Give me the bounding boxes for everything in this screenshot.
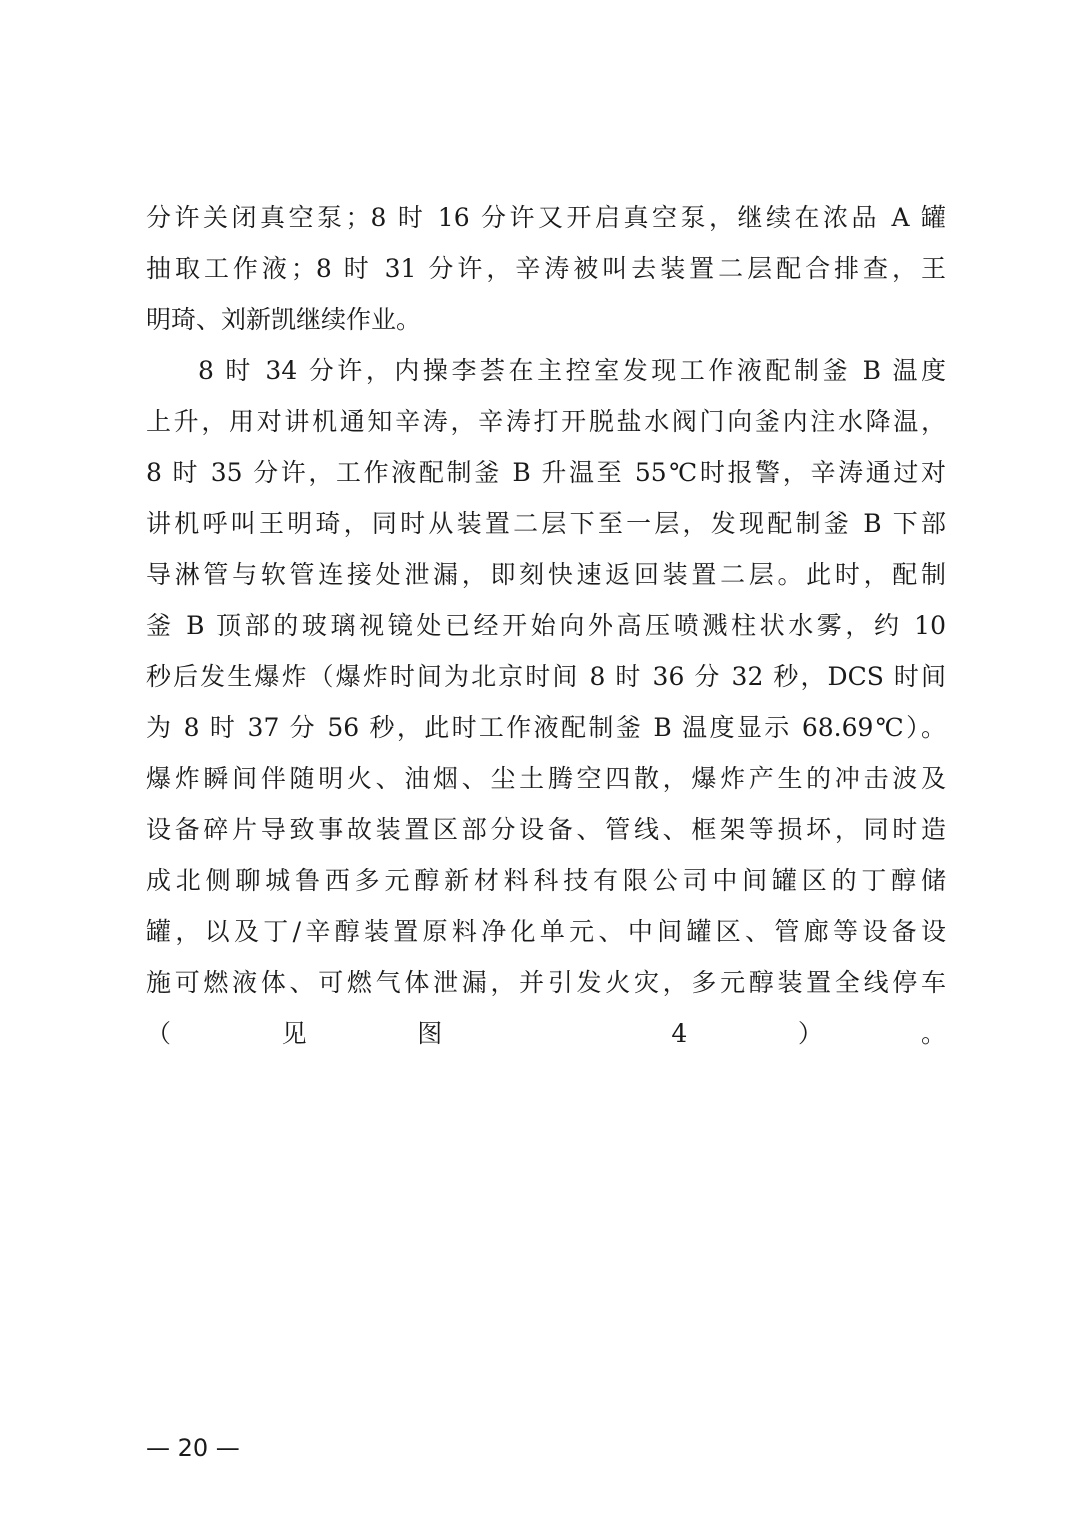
text-line: 罐，以及丁/辛醇装置原料净化单元、中间罐区、管廊等设备设 xyxy=(146,917,946,946)
text-line: 8 时 34 分许，内操李荟在主控室发现工作液配制釜 B 温度 xyxy=(198,356,946,385)
paragraph-1 xyxy=(146,192,946,345)
text-line: 明琦、刘新凯继续作业。 xyxy=(146,305,422,334)
text-line: 分许关闭真空泵；8 时 16 分许又开启真空泵，继续在浓品 A 罐 xyxy=(146,203,946,232)
text-line: 抽取工作液；8 时 31 分许，辛涛被叫去装置二层配合排查，王 xyxy=(146,254,946,283)
text-line: 施可燃液体、可燃气体泄漏，并引发火灾，多元醇装置全线停车 xyxy=(146,968,946,997)
text-line: 釜 B 顶部的玻璃视镜处已经开始向外高压喷溅柱状水雾，约 10 xyxy=(146,611,946,640)
body-text xyxy=(146,192,946,1161)
text-line: 为 8 时 37 分 56 秒，此时工作液配制釜 B 温度显示 68.69℃）。 xyxy=(146,713,946,742)
text-line: 上升，用对讲机通知辛涛，辛涛打开脱盐水阀门向釜内注水降温， xyxy=(146,407,946,436)
text-line: 讲机呼叫王明琦，同时从装置二层下至一层，发现配制釜 B 下部 xyxy=(146,509,946,538)
text-line: （见图 4）。 xyxy=(146,1019,946,1048)
paragraph-2 xyxy=(146,345,946,1161)
text-line: 8 时 35 分许，工作液配制釜 B 升温至 55℃时报警，辛涛通过对 xyxy=(146,458,946,487)
text-line: 爆炸瞬间伴随明火、油烟、尘土腾空四散，爆炸产生的冲击波及 xyxy=(146,764,946,793)
text-line: 设备碎片导致事故装置区部分设备、管线、框架等损坏，同时造 xyxy=(146,815,946,844)
text-line xyxy=(146,1110,946,1161)
text-line: 导淋管与软管连接处泄漏，即刻快速返回装置二层。此时，配制 xyxy=(146,560,946,589)
page-number: — 20 — xyxy=(146,1434,240,1462)
text-line: 秒后发生爆炸（爆炸时间为北京时间 8 时 36 分 32 秒，DCS 时间 xyxy=(146,662,946,691)
text-line xyxy=(146,1059,946,1110)
text-line: 成北侧聊城鲁西多元醇新材料科技有限公司中间罐区的丁醇储 xyxy=(146,866,946,895)
